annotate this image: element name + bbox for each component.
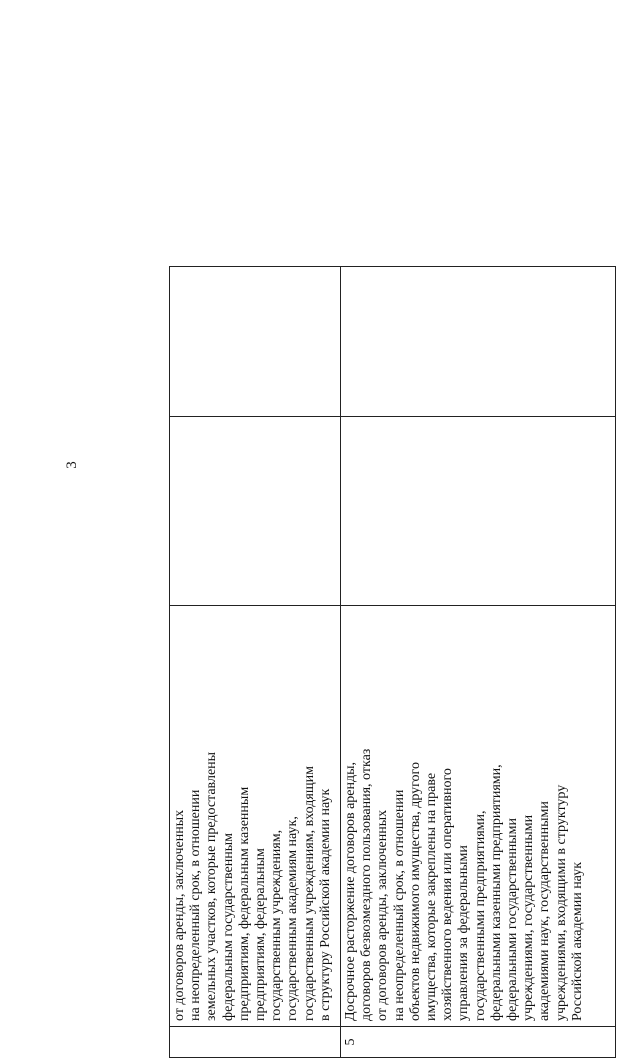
- text-line: объектов недвижимого имущества, другого: [407, 762, 423, 1021]
- text-line: управления за федеральными: [456, 845, 472, 1021]
- text-line: от договоров аренды, заключенных: [375, 809, 391, 1021]
- empty-cell: [170, 417, 341, 606]
- text-line: хозяйственного ведения или оперативного: [440, 768, 456, 1021]
- text-line: федеральными казенными предприятиями,: [488, 764, 504, 1021]
- text-line: федеральными государственными: [505, 818, 521, 1021]
- text-line: государственным академиям наук,: [285, 816, 301, 1021]
- text-line: от договоров аренды, заключенных: [172, 809, 187, 1021]
- text-line: учреждениями, входящими в структуру: [553, 784, 569, 1021]
- empty-cell: [341, 267, 616, 417]
- empty-cell: [170, 267, 341, 417]
- table-row: [341, 267, 616, 1058]
- text-line: имущества, которые закреплены на праве: [424, 772, 440, 1021]
- text-line: на неопределенный срок, в отношении: [391, 789, 407, 1021]
- row-number-cell: [170, 1027, 341, 1058]
- page-number: 3: [64, 461, 80, 469]
- text-line: учреждениями, государственными: [521, 814, 537, 1021]
- rotated-table: [169, 266, 615, 1058]
- row-text-cell: [170, 606, 341, 1027]
- text-line: земельных участков, которые предоставлены: [204, 751, 220, 1021]
- text-line: академиями наук, государственными: [537, 801, 553, 1021]
- text-line: на неопределенный срок, в отношении: [188, 789, 204, 1021]
- row-number-cell: 5: [341, 1027, 616, 1058]
- text-line: в структуру Российской академии наук: [317, 788, 333, 1021]
- table-row: [170, 267, 341, 1058]
- row-text-cell: [341, 606, 616, 1027]
- text-line: предприятиям, федеральным: [253, 848, 269, 1021]
- text-line: предприятиям, федеральным казенным: [236, 786, 252, 1021]
- text-line: Российской академии наук: [569, 862, 585, 1021]
- empty-cell: [341, 417, 616, 606]
- text-line: Досрочное расторжение договоров аренды,: [343, 761, 358, 1021]
- text-line: федеральным государственным: [220, 833, 236, 1021]
- text-line: договоров безвозмездного пользования, отказ: [359, 748, 375, 1021]
- text-line: государственными предприятиями,: [472, 810, 488, 1021]
- text-line: государственным учреждениям, входящим: [301, 766, 317, 1021]
- table: [169, 266, 616, 1058]
- text-line: государственным учреждениям,: [269, 829, 285, 1021]
